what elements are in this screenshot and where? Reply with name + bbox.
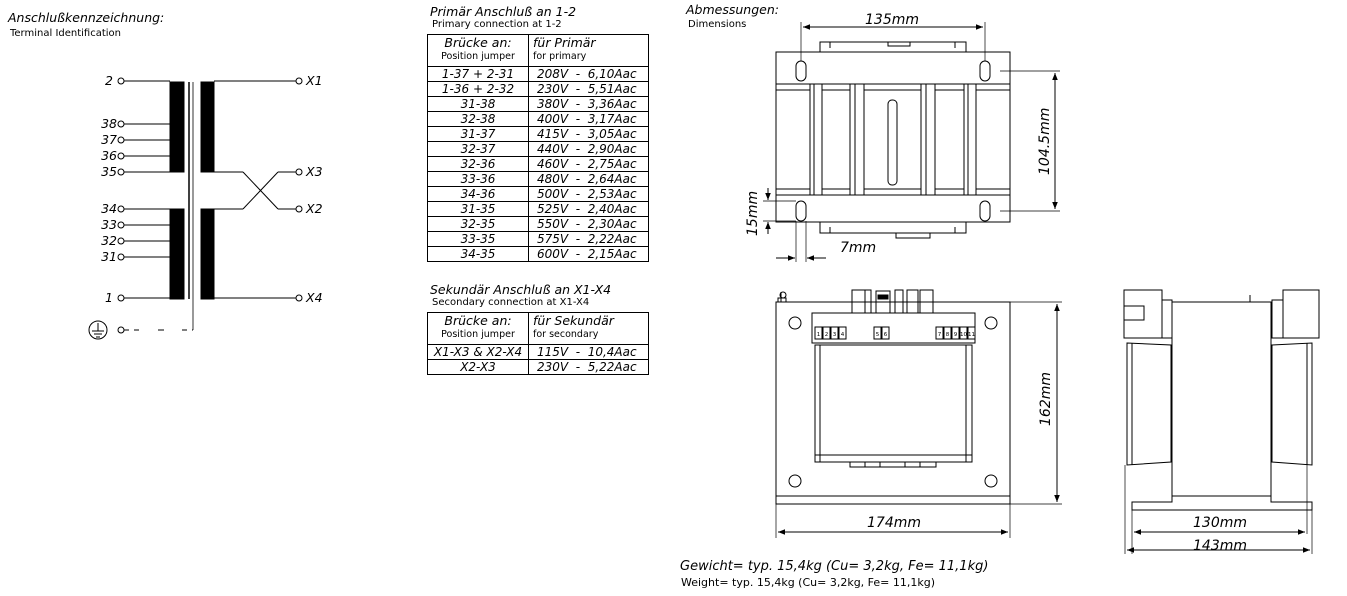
dimensions-title-de: Abmessungen: <box>686 2 779 17</box>
primary-row <box>428 217 649 232</box>
pin-label-33: 33 <box>101 217 117 232</box>
pin-label-35: 35 <box>101 164 117 179</box>
primary-row <box>428 142 649 157</box>
weight-en: Weight= typ. 15,4kg (Cu= 3,2kg, Fe= 11,1kg) <box>681 576 936 589</box>
primary-row <box>428 112 649 127</box>
front-view <box>776 290 1062 538</box>
pin-label-x4: X4 <box>306 290 323 305</box>
primary-col1-en: Position jumper <box>441 51 515 62</box>
pin-label-32: 32 <box>101 233 117 248</box>
secondary-col2-de: für Sekundär <box>533 313 614 328</box>
pin-label-1: 1 <box>105 290 113 305</box>
svg-text:9: 9 <box>953 332 958 338</box>
primary-jumper-cell: 34-35 <box>428 247 529 262</box>
primary-title-de: Primär Anschluß an 1-2 <box>430 4 577 19</box>
primary-col1-de: Brücke an: <box>444 35 512 50</box>
top-view <box>763 22 1060 262</box>
primary-jumper-cell: 32-38 <box>428 112 529 127</box>
dim-174: 174mm <box>867 515 921 531</box>
pin-label-37: 37 <box>101 132 117 147</box>
secondary-jumper-cell: X2-X3 <box>428 360 529 375</box>
primary-jumper-cell: 31-38 <box>428 97 529 112</box>
left-pin-lines <box>124 81 170 298</box>
primary-value-cell: 415V - 3,05Aac <box>529 127 649 142</box>
terminal-title-de: Anschlußkennzeichnung: <box>8 10 165 25</box>
pin-label-x2: X2 <box>306 201 323 216</box>
svg-text:1: 1 <box>816 332 821 338</box>
dim-104: 104.5mm <box>1037 107 1053 175</box>
secondary-col1-en: Position jumper <box>441 329 515 340</box>
primary-row <box>428 127 649 142</box>
dim-143: 143mm <box>1193 538 1247 554</box>
svg-text:7: 7 <box>937 332 942 338</box>
weight-de: Gewicht= typ. 15,4kg (Cu= 3,2kg, Fe= 11,1kg) <box>680 559 989 574</box>
primary-col2-en: for primary <box>533 51 587 62</box>
primary-jumper-cell: 32-36 <box>428 157 529 172</box>
primary-jumper-cell: 33-35 <box>428 232 529 247</box>
primary-row <box>428 187 649 202</box>
primary-row <box>428 67 649 82</box>
svg-text:3: 3 <box>832 332 837 338</box>
dim-162: 162mm <box>1038 372 1054 426</box>
pin-label-31: 31 <box>101 249 117 264</box>
primary-value-cell: 380V - 3,36Aac <box>529 97 649 112</box>
dim-135: 135mm <box>865 12 919 28</box>
terminal-title-en: Terminal Identification <box>10 28 122 39</box>
secondary-table <box>427 312 649 375</box>
primary-jumper-cell: 1-37 + 2-31 <box>428 67 529 82</box>
dim-130: 130mm <box>1193 515 1247 531</box>
primary-jumper-cell: 31-35 <box>428 202 529 217</box>
primary-row <box>428 202 649 217</box>
secondary-col1-de: Brücke an: <box>444 313 512 328</box>
primary-title-en: Primary connection at 1-2 <box>432 19 562 30</box>
primary-row <box>428 172 649 187</box>
primary-row <box>428 82 649 97</box>
primary-row <box>428 247 649 262</box>
svg-text:8: 8 <box>945 332 950 338</box>
primary-table <box>427 34 649 262</box>
primary-value-cell: 440V - 2,90Aac <box>529 142 649 157</box>
primary-value-cell: 460V - 2,75Aac <box>529 157 649 172</box>
svg-text:6: 6 <box>883 332 888 338</box>
primary-row <box>428 232 649 247</box>
svg-text:11: 11 <box>968 332 975 338</box>
primary-value-cell: 550V - 2,30Aac <box>529 217 649 232</box>
transformer-schematic <box>89 78 302 339</box>
svg-text:4: 4 <box>840 332 845 338</box>
primary-jumper-cell: 33-36 <box>428 172 529 187</box>
pin-label-2: 2 <box>105 73 113 88</box>
primary-jumper-cell: 34-36 <box>428 187 529 202</box>
primary-value-cell: 208V - 6,10Aac <box>529 67 649 82</box>
dim-7: 7mm <box>840 240 877 256</box>
primary-value-cell: 400V - 3,17Aac <box>529 112 649 127</box>
secondary-title-en: Secondary connection at X1-X4 <box>432 297 590 308</box>
svg-text:10: 10 <box>960 332 967 338</box>
primary-row <box>428 97 649 112</box>
primary-value-cell: 500V - 2,53Aac <box>529 187 649 202</box>
secondary-rows <box>428 345 649 375</box>
dimensions-title-en: Dimensions <box>688 19 747 30</box>
primary-value-cell: 525V - 2,40Aac <box>529 202 649 217</box>
secondary-row <box>428 360 649 375</box>
pin-label-x3: X3 <box>306 164 323 179</box>
primary-col2-de: für Primär <box>533 35 596 50</box>
secondary-jumper-cell: X1-X3 & X2-X4 <box>428 345 529 360</box>
primary-value-cell: 575V - 2,22Aac <box>529 232 649 247</box>
pin-label-34: 34 <box>101 201 117 216</box>
primary-jumper-cell: 1-36 + 2-32 <box>428 82 529 97</box>
svg-text:2: 2 <box>824 332 829 338</box>
primary-jumper-cell: 31-37 <box>428 127 529 142</box>
primary-value-cell: 230V - 5,51Aac <box>529 82 649 97</box>
primary-value-cell: 480V - 2,64Aac <box>529 172 649 187</box>
pin-label-36: 36 <box>101 148 117 163</box>
secondary-col2-en: for secondary <box>533 329 599 340</box>
primary-value-cell: 600V - 2,15Aac <box>529 247 649 262</box>
secondary-value-cell: 230V - 5,22Aac <box>529 360 649 375</box>
pin-label-x1: X1 <box>306 73 323 88</box>
primary-jumper-cell: 32-37 <box>428 142 529 157</box>
dim-15: 15mm <box>745 190 761 236</box>
primary-row <box>428 157 649 172</box>
pin-label-38: 38 <box>101 116 117 131</box>
primary-rows <box>428 67 649 262</box>
secondary-row <box>428 345 649 360</box>
svg-text:5: 5 <box>875 332 880 338</box>
secondary-value-cell: 115V - 10,4Aac <box>529 345 649 360</box>
secondary-title-de: Sekundär Anschluß an X1-X4 <box>430 282 612 297</box>
primary-jumper-cell: 32-35 <box>428 217 529 232</box>
